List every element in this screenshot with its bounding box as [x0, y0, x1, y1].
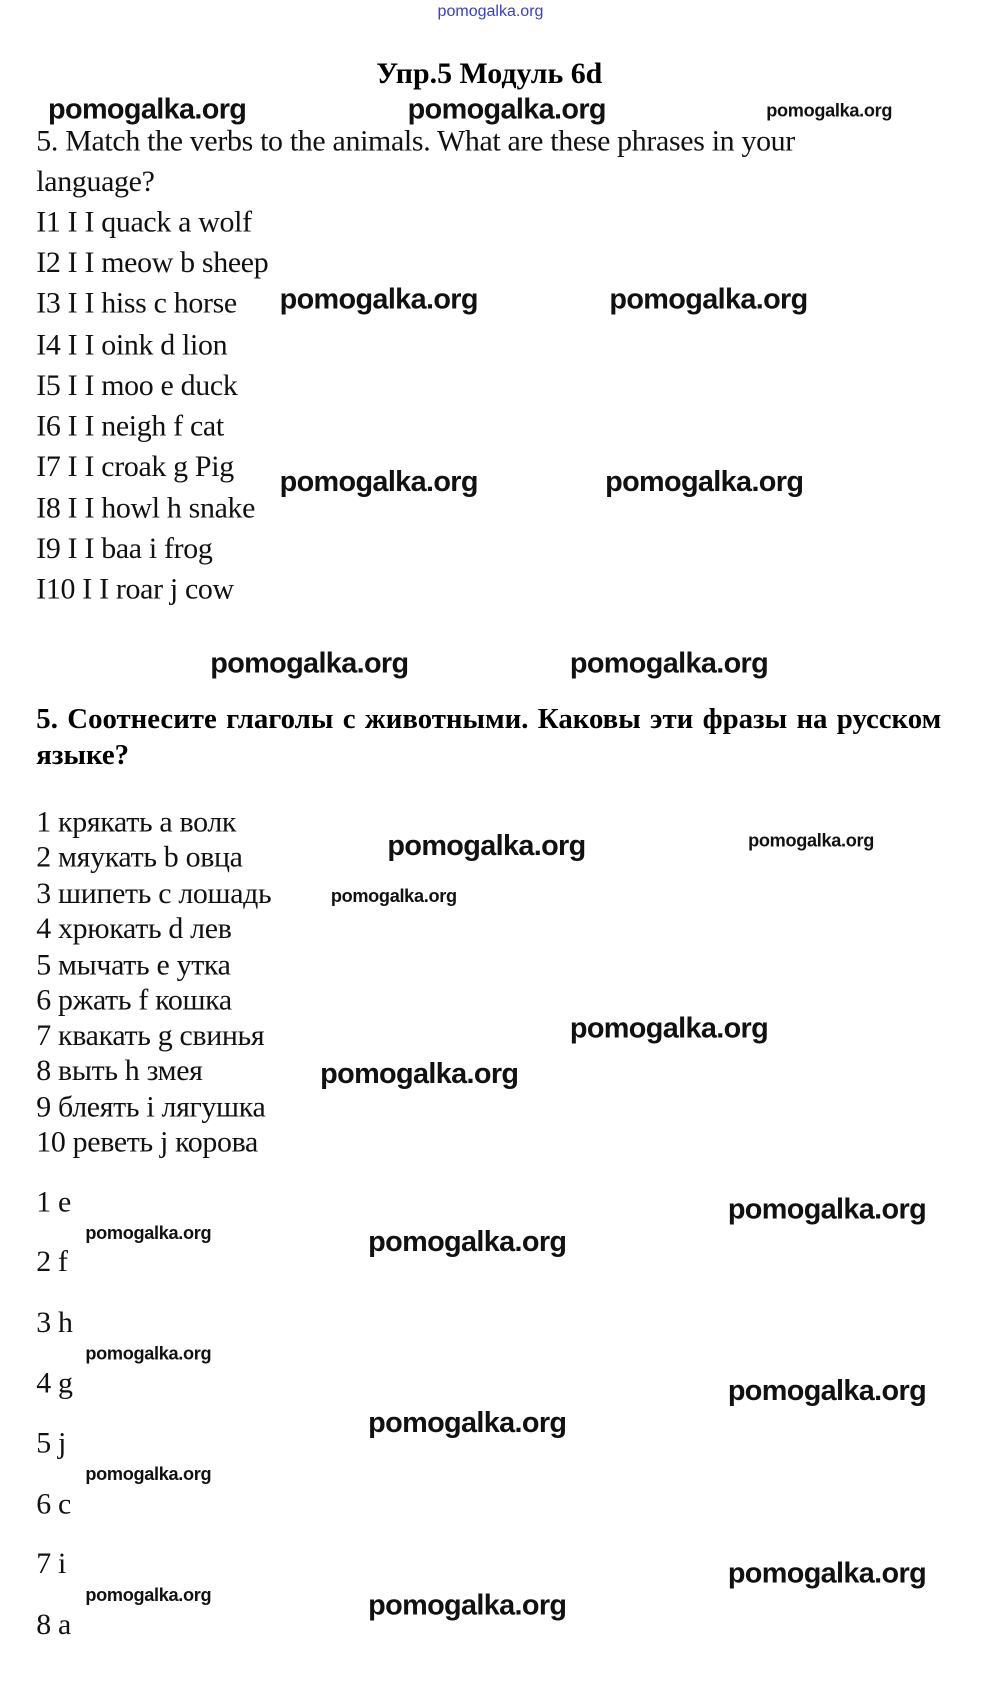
watermark: pomogalka.org	[766, 100, 893, 121]
english-item: I10 I I roar j cow	[36, 573, 234, 607]
watermark: pomogalka.org	[727, 1374, 927, 1407]
watermark: pomogalka.org	[407, 92, 606, 125]
english-item: I9 I I baa i frog	[36, 532, 213, 566]
answer: 1 e	[36, 1185, 72, 1219]
answer: 4 g	[36, 1367, 73, 1401]
russian-item: 3 шипеть c лошадь	[36, 877, 272, 911]
answer: 2 f	[36, 1245, 68, 1279]
answer: 6 c	[36, 1487, 72, 1521]
watermark: pomogalka.org	[85, 1464, 212, 1485]
watermark: pomogalka.org	[368, 1406, 567, 1439]
english-item: I1 I I quack a wolf	[36, 205, 252, 240]
english-item: I7 I I croak g Pig	[36, 450, 234, 484]
watermark: pomogalka.org	[320, 1057, 519, 1090]
russian-item: 7 квакать g свинья	[36, 1019, 265, 1053]
page-title: Упр.5 Модуль 6d	[376, 57, 603, 91]
answer: 3 h	[36, 1306, 73, 1340]
watermark: pomogalka.org	[85, 1343, 212, 1364]
watermark: pomogalka.org	[279, 465, 478, 498]
watermark: pomogalka.org	[48, 92, 247, 125]
watermark: pomogalka.org	[387, 829, 586, 862]
watermark-top-link[interactable]: pomogalka.org	[437, 2, 544, 21]
russian-item: 2 мяукать b овца	[36, 840, 243, 875]
russian-item: 10 реветь j корова	[36, 1125, 259, 1159]
english-instruction-cont: language?	[36, 165, 155, 199]
watermark: pomogalka.org	[368, 1225, 567, 1258]
english-item: I2 I I meow b sheep	[36, 246, 269, 280]
english-item: I5 I I moo e duck	[36, 369, 238, 403]
english-item: I3 I I hiss c horse	[36, 287, 237, 321]
russian-item: 6 ржать f кошка	[36, 983, 232, 1018]
answer: 5 j	[36, 1426, 67, 1460]
english-item: I6 I I neigh f cat	[36, 409, 224, 443]
watermark: pomogalka.org	[609, 282, 808, 315]
watermark: pomogalka.org	[210, 646, 409, 679]
watermark: pomogalka.org	[368, 1589, 567, 1622]
russian-item: 5 мычать e утка	[36, 948, 231, 982]
watermark: pomogalka.org	[85, 1223, 212, 1244]
watermark: pomogalka.org	[727, 1557, 927, 1590]
russian-item: 9 блеять i лягушка	[36, 1090, 266, 1124]
watermark: pomogalka.org	[727, 1193, 927, 1226]
watermark: pomogalka.org	[605, 465, 804, 498]
watermark: pomogalka.org	[569, 646, 769, 679]
russian-item: 8 выть h змея	[36, 1054, 203, 1088]
russian-instruction: 5. Соотнесите глаголы с животными. Каковы эти фразы на русском языке?	[36, 702, 942, 771]
watermark: pomogalka.org	[748, 830, 874, 851]
answer: 7 i	[36, 1547, 67, 1581]
russian-item: 1 крякать a волк	[36, 805, 237, 839]
watermark: pomogalka.org	[85, 1584, 212, 1606]
english-item: I4 I I oink d lion	[36, 328, 228, 362]
english-instruction: 5. Match the verbs to the animals. What are these phrases in your	[36, 124, 795, 158]
answer: 8 a	[36, 1608, 72, 1642]
english-item: I8 I I howl h snake	[36, 491, 256, 526]
watermark: pomogalka.org	[279, 282, 478, 315]
russian-item: 4 хрюкать d лев	[36, 912, 232, 946]
watermark: pomogalka.org	[569, 1011, 769, 1044]
watermark: pomogalka.org	[330, 885, 457, 907]
